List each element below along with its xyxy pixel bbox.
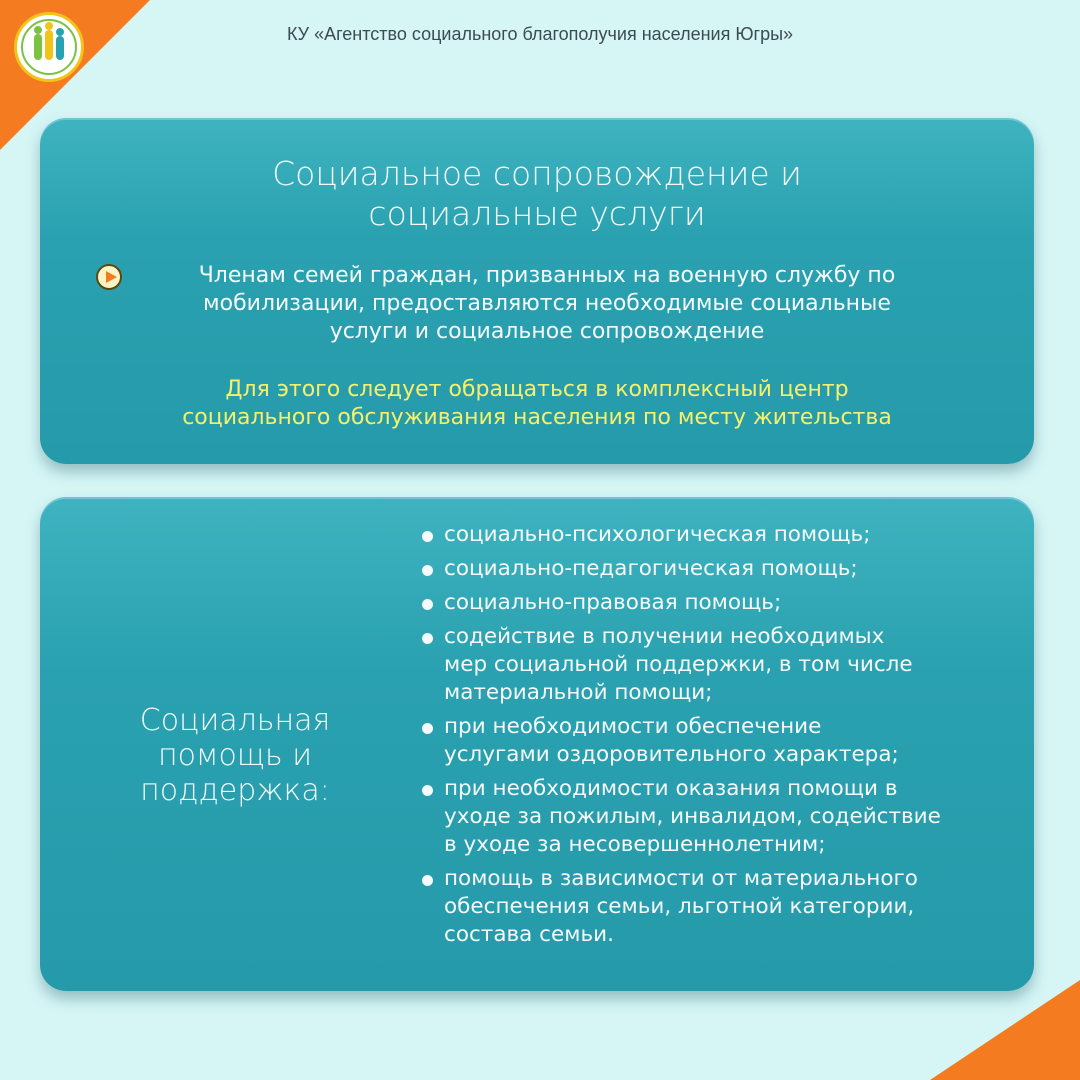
label-line: поддержка:: [140, 773, 330, 808]
header-title: КУ «Агентство социального благополучия населения Югры»: [286, 24, 794, 44]
list-item-line: социально-педагогическая помощь;: [444, 556, 858, 581]
list-item-line: уходе за пожилым, инвалидом, содействие: [444, 804, 941, 829]
list-item-line: материальной помощи;: [444, 680, 713, 705]
card-description: [140, 262, 954, 346]
list-item-line: услугами оздоровительного характера;: [444, 742, 899, 767]
list-item: [418, 623, 1008, 707]
note-line: социального обслуживания населения по месту жительства: [182, 405, 892, 430]
description-line: услуги и социальное сопровождение: [329, 319, 765, 344]
list-item-line: социально-психологическая помощь;: [444, 522, 871, 547]
social-support-card: [40, 118, 1034, 464]
list-item: [418, 713, 1008, 769]
list-item-line: в уходе за несовершеннолетним;: [444, 832, 826, 857]
list-item-line: при необходимости обеспечение: [444, 714, 822, 739]
description-line: Членам семей граждан, призванных на военную службу по: [198, 263, 896, 288]
agency-logo: [14, 12, 84, 82]
list-item-line: мер социальной поддержки, в том числе: [444, 652, 913, 677]
card-title-line: Социальное сопровождение и: [272, 154, 802, 193]
list-item: [418, 865, 1008, 949]
list-item-line: помощь в зависимости от материального: [444, 866, 918, 891]
contact-note: [100, 376, 974, 432]
label-line: Социальная: [139, 703, 331, 738]
corner-decoration-bottom-right: [930, 980, 1080, 1080]
list-item: [418, 521, 1008, 549]
list-item-line: состава семьи.: [444, 922, 614, 947]
list-item: [418, 589, 1008, 617]
arrow-bullet-icon: [96, 264, 122, 290]
card-title-line: социальные услуги: [368, 194, 706, 233]
card-title: [40, 154, 1034, 234]
description-line: мобилизации, предоставляются необходимые социальные: [203, 291, 891, 316]
label-line: помощь и: [157, 738, 313, 773]
note-line: Для этого следует обращаться в комплексный центр: [225, 377, 849, 402]
services-list: [418, 521, 1008, 955]
list-item-line: при необходимости оказания помощи в: [444, 776, 898, 801]
list-item: [418, 555, 1008, 583]
social-help-card: [40, 497, 1034, 991]
list-item: [418, 775, 1008, 859]
list-item-line: содействие в получении необходимых: [444, 624, 885, 649]
list-item-line: социально-правовая помощь;: [444, 590, 782, 615]
list-item-line: обеспечения семьи, льготной категории,: [444, 894, 915, 919]
section-label: [90, 703, 380, 808]
